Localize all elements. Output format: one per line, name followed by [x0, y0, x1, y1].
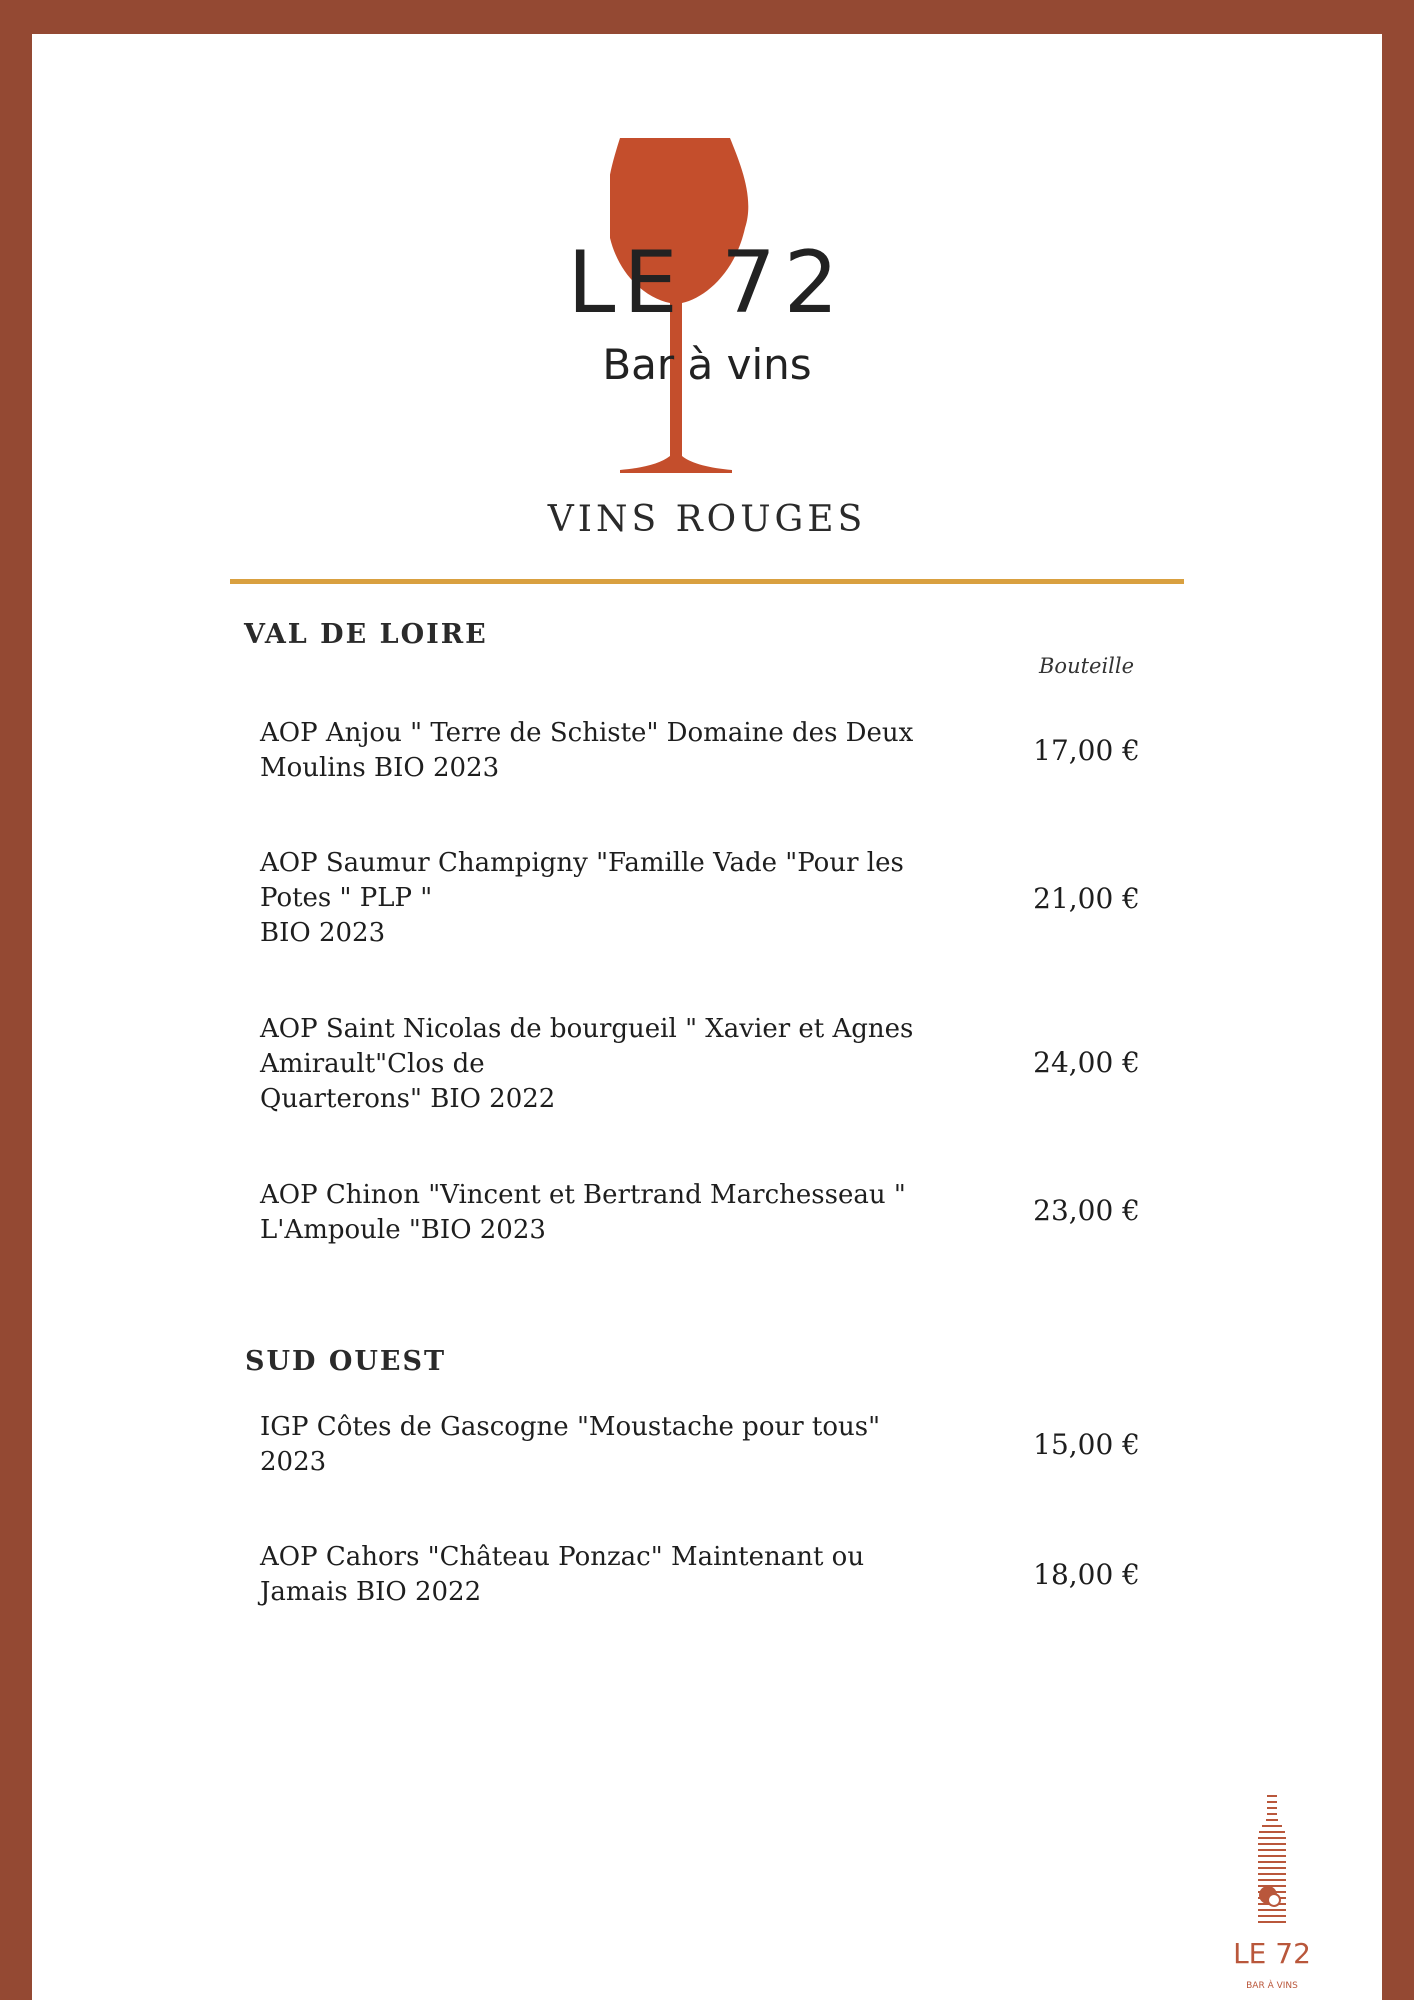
- wine-price: 17,00 €: [1033, 734, 1140, 767]
- wine-price: 24,00 €: [1033, 1046, 1140, 1079]
- brand-name: LE 72: [567, 233, 847, 333]
- wine-name: AOP Saumur Champigny "Famille Vade "Pour les Potes " PLP " BIO 2023: [260, 848, 904, 948]
- section-title: VINS ROUGES: [547, 499, 867, 540]
- footer-logo-name: LE 72: [1233, 1937, 1311, 1970]
- wine-price: 23,00 €: [1033, 1194, 1140, 1227]
- wine-name: AOP Chinon "Vincent et Bertrand Marchesseau " L'Ampoule "BIO 2023: [260, 1180, 906, 1245]
- brand-subtitle: Bar à vins: [602, 340, 812, 389]
- wine-price: 18,00 €: [1033, 1558, 1140, 1591]
- wine-price: 15,00 €: [1033, 1428, 1140, 1461]
- region-heading: VAL DE LOIRE: [244, 619, 488, 650]
- wine-name: IGP Côtes de Gascogne "Moustache pour tous" 2023: [260, 1412, 881, 1477]
- region-heading: SUD OUEST: [245, 1346, 447, 1377]
- wine-name: AOP Cahors "Château Ponzac" Maintenant ou Jamais BIO 2022: [260, 1542, 865, 1607]
- wine-price: 21,00 €: [1033, 882, 1140, 915]
- title-divider: [230, 579, 1184, 584]
- wine-name: AOP Saint Nicolas de bourgueil " Xavier et Agnes Amirault"Clos de Quarterons" BIO 2022: [260, 1014, 914, 1114]
- price-column-header: Bouteille: [1039, 654, 1135, 678]
- wine-name: AOP Anjou " Terre de Schiste" Domaine des Deux Moulins BIO 2023: [260, 718, 914, 783]
- footer-logo-subtitle: BAR À VINS: [1246, 1981, 1298, 1991]
